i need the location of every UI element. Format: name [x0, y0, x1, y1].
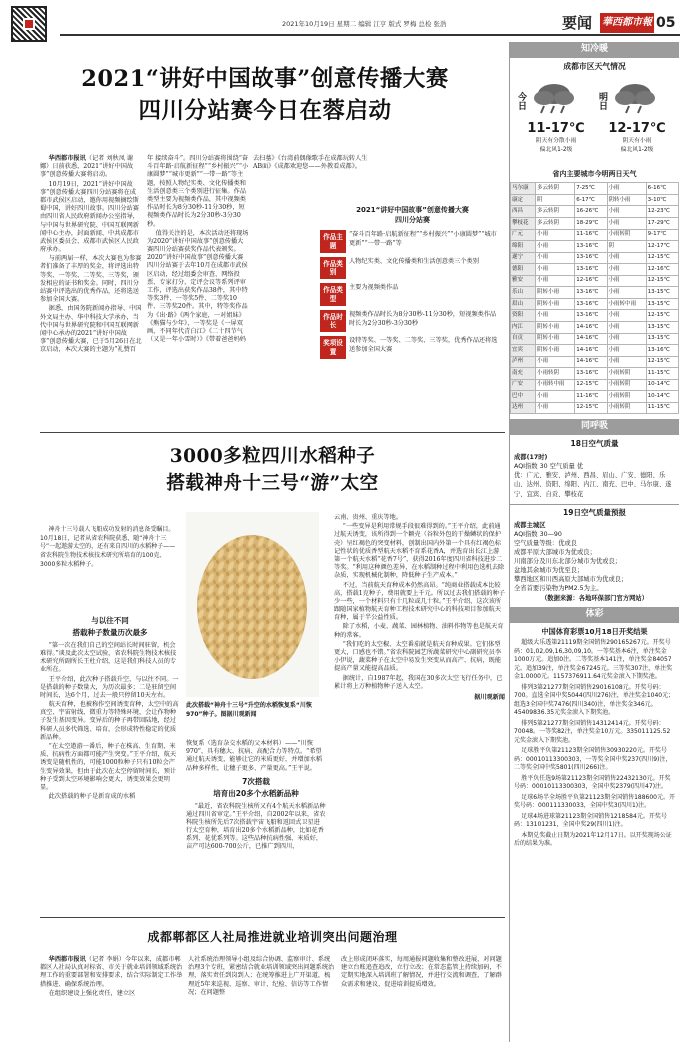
weather-table-cell: 遂宁	[511, 252, 536, 264]
article3-para: 人社系统治理领导小组及综合协调、监察审计、系统治理3个专班，紧密结合就业培训领域突出问题系统治理，落实责任到岗到人；在统筹推进上广开渠道，梳理近5年来巡视、巡察、审计、纪检、信访等工作情况；在问题整	[188, 956, 335, 996]
weather-forecast	[510, 74, 679, 164]
lottery-item: 胜平负任选9场第21123期全国销售22432130元。开奖号码：00010113300303，全国中奖2379(四川47)注。	[514, 774, 671, 791]
weather-table-cell: 乐山	[511, 287, 536, 299]
article1-para: 据悉，由国务院新闻办指导、中国外文局主办、华中科技大学承办，当代中国与世界研究院和中国互联网新闻中心承办的2021“讲好中国故事”创意传播大赛，已于5月26日在北京启动，本次大赛的主题为“礼赞百	[40, 305, 142, 354]
weather-table-cell: 小雨	[607, 218, 646, 230]
weather-table-cell: 13-16℃	[575, 264, 607, 276]
weather-table-cell: 7-25℃	[575, 183, 607, 195]
article2-column2	[186, 740, 326, 853]
air-aqi: AQI指数 30 空气质量 优	[514, 463, 584, 471]
weather-table-cell: 13-16℃	[575, 241, 607, 253]
weather-table-cell: 小雨	[536, 310, 575, 322]
qr-code	[11, 6, 47, 42]
lottery-item: 超级大乐透第21119期全国销售290165267元。开奖号码：01,02,09,16,30,09,10。一等奖基本6注，单注奖金1000万元。追加0注。二等奖基本141注，单注奖金84057元。追加39注，单注奖金67245元。三等奖307注，单注奖金1.0000元。1157376911.64元奖金滚入下期奖池。	[514, 639, 673, 681]
article2-para: 王平介绍，此次种子搭载升空，与以往不同。一是搭载的种子数量大，为历次最多；二是驻留空间时间长，达6个月，过去一般只停留10天左右。	[40, 675, 179, 699]
weather-table-cell: 小雨转中雨	[607, 298, 646, 310]
article2-para: “一些变异是利用常规手段很难得到的。”王平介绍，此前通过航天诱变，该所得到一个颖壳（谷粒外包的干燥鳞状的保护壳）呈红褐色的突变材料，创制出国内外第一个具有红褐色标记性状的优质香型航天水稻不育系花香A，并选育出长江上游第一个航天水稻“花香7号”，获得2016年度四川省科技进步二等奖。“利用这种颜色差异，在水稻制种过程中利用色选机去除杂质，实现机械化制种，降低种子生产成本。”	[334, 523, 505, 580]
lottery-banner: 体彩	[510, 607, 679, 623]
article3-column1	[40, 956, 183, 999]
weather-table-cell: 13-16℃	[575, 368, 607, 380]
lottery-item: 排列5第21277期全国销售14312414元。开奖号码：70048。一等奖82注，单注奖金10万元。335011125.52元奖金滚入下期奖池。	[514, 719, 671, 744]
article3-para: 今年以来，成都市郫都区人社局认真对标省、市关于就业培训领域系统治理工作的重要部署和安排要求，结合实际制定工作举措推进、确保系统治理。	[40, 956, 183, 988]
weather-table-cell: 小雨	[607, 183, 646, 195]
article2-column1	[40, 612, 180, 802]
weather-table-cell: 多云转阴	[536, 218, 575, 230]
weather-table-cell: 巴中	[511, 391, 536, 403]
lottery-item: 本期兑奖截止日期为2021年12月17日。以开奖现场公证后的结果为准。	[514, 831, 672, 848]
article3-lead: 华西都市报讯	[48, 956, 86, 963]
weather-table-cell: 阴转小雨	[536, 287, 575, 299]
weather-table-row	[511, 252, 679, 264]
infobox-text: 主要为视频类作品	[349, 284, 399, 292]
lottery-item: 排列3第21277期全国销售29016108元。开奖号码：700。直选全国中奖5044(四川276)注，单注奖金1040元；组选3全国中奖7476(四川340)注，单注奖金346元。45409836.35元奖金滚入下期奖池。	[514, 683, 675, 717]
article1-para: 日前获悉，2021“讲好中国故事”创意传播大赛将启动。	[40, 163, 134, 179]
article1-para: 去扫墓》《台湾前偶像歌手在成都玩转人生AB面》《成都欢迎您——外教看成都》。	[253, 155, 368, 171]
weather-table-cell: 达州	[511, 402, 536, 414]
weather-table-cell: 小雨	[536, 402, 575, 414]
weather-table-cell: 阴转小雨	[536, 333, 575, 345]
today-temperature: 11-17℃	[527, 121, 585, 137]
weather-table-cell: 阴	[607, 241, 646, 253]
lottery-item: 足球6场半全场胜平负第21123期全国销售188600元。开奖号码：000111330033，全国中奖3(四川1)注。	[514, 793, 675, 810]
weather-table-cell: 13-16℃	[575, 298, 607, 310]
weather-table-cell: 阴	[536, 194, 575, 206]
weather-table-row	[511, 310, 679, 322]
air-title-forecast: 19日空气质量预报	[510, 504, 679, 518]
rain-cloud-icon	[611, 80, 659, 116]
weather-table-cell: 13-16℃	[646, 345, 678, 357]
weather-table-cell: 12-15℃	[646, 252, 678, 264]
tomorrow-label: 明日	[597, 92, 607, 111]
weather-table-cell: 内江	[511, 321, 536, 333]
lottery-item: 足球胜平负第21123期全国销售30930220元。开奖号码：00010113300303，一等奖全国中奖237(四川9)注，二等奖全国中奖5801(四川266)注。	[514, 747, 672, 772]
air-good-list: 优：广元、雅安、泸州、西昌、眉山、广安、德阳、乐山、达州、资阳、绵阳、内江、南充、巴中、马尔康、遂宁、宜宾、自贡、攀枝花	[514, 472, 672, 498]
weather-table-cell: 西昌	[511, 206, 536, 218]
article1-para: 与前两届一样，本次大赛也为参赛者们准备了丰厚的奖金，将评选出特等奖、一等奖、二等奖、三等奖，颁发相应的证书和奖金。同时，四川分站赛中评选出的优秀作品，还将选送参加全国大赛。	[40, 255, 142, 304]
weather-table-cell: 6-16℃	[646, 183, 678, 195]
weather-table-cell: 小雨	[607, 287, 646, 299]
weather-table-cell: 绵阳	[511, 241, 536, 253]
air-forecast-aqi: AQI指数 30—90	[514, 530, 562, 538]
weather-table-row	[511, 275, 679, 287]
lottery-item: 足球4场进球第21123期全国销售1218584元。开奖号码：13101231，全国中奖29(四川1)注。	[514, 812, 667, 829]
infobox-text: “奋斗百年路·启航新征程”“乡村振兴”“小康圆梦”“城市更新”“一带一路”等	[349, 231, 497, 248]
weather-table-cell: 10-14℃	[646, 391, 678, 403]
weather-table-cell: 14-16℃	[575, 321, 607, 333]
weather-table-cell: 11-15℃	[646, 402, 678, 414]
weather-table-row	[511, 321, 679, 333]
weather-table-row	[511, 194, 679, 206]
article2-para: 除了水稻，小麦、蔬菜、园林植物、油料作物等也是航天育种的常客。	[334, 623, 504, 639]
weather-table-cell: 小雨	[607, 321, 646, 333]
weather-table-cell: 12-16℃	[646, 264, 678, 276]
air-forecast-item: 盆地其余城市为优至良；	[514, 567, 584, 575]
header-rule	[60, 34, 680, 36]
article1-para: 10月19日，2021“讲好中国故事”创意传播大赛四川分站赛将在成都市武侯区启动，邀你用视频摘绘斯蜀中国，讲好四川故事。四川分站赛由四川省人民政府新闻办公室指导，与中国与世界研究院、中国互联网新闻中心主办，封面新闻、中共成都市武侯区委员会、成都市武侯区人民政府承办。	[40, 180, 139, 254]
article2-title-line2: 搭载神舟十三号“游”太空	[166, 473, 379, 494]
infobox-row	[320, 230, 505, 252]
tomorrow-temperature: 12-17℃	[608, 121, 666, 137]
air-banner: 同呼吸	[510, 419, 679, 435]
weather-table-cell: 小雨	[607, 206, 646, 218]
weather-table-row	[511, 229, 679, 241]
article2-subhead2-line1: 7次搭载	[242, 776, 270, 786]
article3-title: 成都郫都区人社局推进就业培训突出问题治理	[147, 930, 398, 944]
infobox-title-line1: 2021“讲好中国故事”创意传播大赛	[356, 206, 469, 214]
weather-banner: 知冷暖	[510, 42, 679, 58]
section-divider	[40, 432, 505, 433]
weather-table-cell: 14-16℃	[575, 345, 607, 357]
weather-table-cell: 小雨	[536, 264, 575, 276]
weather-table-cell: 小雨	[536, 356, 575, 368]
weather-table-row	[511, 368, 679, 380]
weather-table-cell: 12-15℃	[646, 356, 678, 368]
article2-title-line1: 3000多粒四川水稻种子	[169, 446, 376, 467]
weather-table-cell: 南充	[511, 368, 536, 380]
infobox-label: 作品类型	[320, 283, 346, 305]
weather-table-row	[511, 379, 679, 391]
sidebar	[509, 42, 679, 1042]
article2-subhead2-line2: 培育出20多个水稻新品种	[213, 788, 299, 798]
article1-para: 值得关注的是，本次活动还将现场为2020“讲好中国故事”创意传播大赛四川分站赛获奖作品代表颁奖。2020“讲好中国故事”创意传播大赛四川分站赛于去年10月在成都市武侯区启动，经过组委会审查、网络投票、专家打分，定评会议等系列评审工作，评选出获奖作品38件，其中特等奖3件、一等奖5件、二等奖10件、三等奖20件。其中，特等奖作品为《出·路》《两个家庭，一对姐妹》《熊猫与少年》，一等奖是《一屏双画，不同年代青白江》《二十四节气（又是一年小雪时）》《带着爸爸妈妈	[147, 229, 249, 344]
weather-table-cell: 小雨	[607, 264, 646, 276]
paper-name: 華西都市報	[600, 13, 654, 33]
infobox-row	[320, 283, 505, 305]
infobox-label: 作品类别	[320, 257, 346, 279]
air-forecast-level: 空气质量等级：优或良	[514, 539, 577, 547]
weather-table-cell: 13-16℃	[575, 287, 607, 299]
weather-table-cell: 小雨转阴	[607, 379, 646, 391]
article2-para: 此次搭载的种子是新育成的水稻	[48, 793, 136, 801]
air-city: 成都(17时)	[514, 454, 548, 462]
weather-table-row	[511, 206, 679, 218]
weather-table-cell: 德阳	[511, 264, 536, 276]
air-forecast-item: 成都平原大部城市为优或良；	[514, 548, 596, 556]
infobox-text: 人物纪实类、文化传播类和生活创意类三个类别	[349, 257, 479, 265]
weather-table-cell: 16-26℃	[575, 206, 607, 218]
weather-table-cell: 13-15℃	[646, 333, 678, 345]
page-number: 05	[656, 15, 676, 31]
weather-table-cell: 马尔康	[511, 183, 536, 195]
weather-table-cell: 小雨	[607, 356, 646, 368]
article2-para: 恢复系（选育杂交水稻的父本材料）——“川恢970”，具有穗大、抗病、高配合力等特点。“希望通过航天诱变，能够让它的米质更好，并增加水稻品种多样性，让穗子更多、产量更高。”王平说。	[186, 740, 323, 772]
air-forecast-city: 成都主城区	[514, 521, 546, 529]
weather-table-row	[511, 241, 679, 253]
article1-title-line1: 2021“讲好中国故事”创意传播大赛	[81, 66, 449, 92]
infobox-label: 作品时长	[320, 310, 346, 332]
article3-column3	[341, 956, 505, 990]
tomorrow-forecast	[595, 74, 675, 164]
weather-table-cell: 阴转小雨	[607, 194, 646, 206]
article3-byline: （记者 李娟）	[85, 956, 125, 963]
tomorrow-description: 阴天有小雨	[622, 138, 652, 145]
weather-table-cell: 小雨	[536, 252, 575, 264]
city-weather-table	[510, 182, 679, 414]
weather-table-row	[511, 356, 679, 368]
weather-table-cell: 3-10℃	[646, 194, 678, 206]
weather-table-cell: 12-23℃	[646, 206, 678, 218]
weather-table-cell: 小雨转阴	[536, 368, 575, 380]
article1-column1	[40, 155, 142, 356]
section-divider	[40, 917, 505, 918]
weather-table-cell: 13-15℃	[646, 298, 678, 310]
weather-table-cell: 14-16℃	[575, 356, 607, 368]
weather-table-cell: 自贡	[511, 333, 536, 345]
article1-para: 年 接续奋斗”。四川分站赛将围绕“奋斗百年路·启航新征程”“乡村振兴”“小康圆梦”“城市更新”“一带一路”等主题，按照人物纪实类、文化传播类和生活创意类三个类别进行征集。作品类型主要为视频类作品，其中视频类作品时长为8分30秒-11分30秒，短视频类作品时长为2分30秒-3分30秒。	[147, 155, 249, 228]
infobox-label: 奖项设置	[320, 336, 346, 358]
weather-table-row	[511, 391, 679, 403]
infobox-text: 视频类作品时长为8分30秒-11分30秒，短视频类作品时长为2分30秒-3分30秒	[349, 310, 497, 327]
air-forecast-item: 全省首要污染物为PM2.5为主。	[514, 585, 603, 593]
article3-para: 在组织建设上强化责任，建立区	[48, 989, 136, 997]
article1-lead: 华西都市报讯	[48, 155, 86, 162]
article3-para: 改上形成闭环落实，每周通报问题收集和整改进展，对问题建立台账追查追改，立行立改；在常态监管上持续加码，不定期实地深入培训班了解情况，并进行交流和调查，了解群众需求和建议，促进培训提质增效。	[341, 956, 502, 988]
weather-table-cell: 12-15℃	[575, 402, 607, 414]
article2-para: 不过，当前航天育种成本仍然高昂。“纯商业搭载成本比较高，搭载1克种子，费用就要上千元。所以过去我们搭载的种子少一些，一个材料只有十几粒或几十粒。”王平介绍，这次该所跟随国家植物航天育种工程技术研究中心的科技项目参加航天育种，属于半公益性质。	[334, 581, 505, 622]
air-source: （数据来源：各地环保部门官方网站）	[540, 594, 649, 602]
air-forecast-item: 川南部分及川东北部分城市为优或良；	[514, 558, 622, 566]
weather-table-cell: 阴转小雨	[536, 298, 575, 310]
article2-source: 据川观新闻	[474, 693, 505, 701]
weather-table-cell: 小雨转阴	[607, 402, 646, 414]
article1-title-line2: 四川分站赛今日在蓉启动	[138, 98, 392, 124]
weather-table-cell: 雅安	[511, 275, 536, 287]
weather-table-cell: 12-16℃	[575, 275, 607, 287]
article2-para: 航天育种，也被称作空间诱变育种，太空中的高真空、宇宙射线、微重力等特殊环境，会让作物种子发生基因变异。变异后的种子再带回陆地，经过科研人员多代筛选、培育，会形成特性稳定的优质新品种。	[40, 701, 179, 741]
weather-table-cell: 广元	[511, 229, 536, 241]
weather-table-cell: 12-15℃	[646, 310, 678, 322]
weather-table-cell: 6-17℃	[575, 194, 607, 206]
weather-table-row	[511, 218, 679, 230]
weather-table-cell: 12-15℃	[646, 275, 678, 287]
article1-column3	[253, 155, 503, 172]
article1-byline: （记者 刘秋凤 谢娜）	[40, 155, 134, 171]
weather-table-cell: 9-17℃	[646, 229, 678, 241]
weather-table-cell: 泸州	[511, 356, 536, 368]
weather-table-cell: 小雨	[607, 275, 646, 287]
weather-table-cell: 小雨转阴	[607, 368, 646, 380]
weather-table-cell: 11-15℃	[646, 368, 678, 380]
lottery-results	[510, 639, 679, 849]
weather-table-cell: 康定	[511, 194, 536, 206]
weather-table-cell: 小雨	[536, 229, 575, 241]
weather-table-cell: 小雨	[536, 391, 575, 403]
weather-table-cell: 小雨转中雨	[536, 379, 575, 391]
air-today	[510, 453, 679, 499]
weather-table-cell: 多云转阴	[536, 206, 575, 218]
air-forecast	[510, 521, 679, 603]
today-wind: 偏北风1-2级	[539, 147, 573, 154]
weather-table-cell: 13-15℃	[646, 287, 678, 299]
infobox-text: 设特等奖、一等奖、二等奖、三等奖，优秀作品还将选送参加全国大赛	[349, 337, 498, 354]
weather-table-cell: 多云转阴	[536, 183, 575, 195]
weather-table-cell: 眉山	[511, 298, 536, 310]
weather-table-cell: 17-29℃	[646, 218, 678, 230]
infobox-row	[320, 310, 505, 332]
article2-subhead1-line2: 搭载种子数量历次最多	[72, 627, 148, 637]
weather-table-row	[511, 345, 679, 357]
infobox-row	[320, 257, 505, 279]
weather-table-cell: 小雨转阴	[607, 229, 646, 241]
article1-column2	[147, 155, 249, 345]
article2-column3	[334, 514, 505, 703]
weather-table-cell: 攀枝花	[511, 218, 536, 230]
weather-table-cell: 阴转小雨	[536, 345, 575, 357]
rice-seed-photo	[186, 512, 319, 697]
weather-table-cell: 小雨	[607, 310, 646, 322]
weather-table-cell: 10-14℃	[646, 379, 678, 391]
weather-table-cell: 资阳	[511, 310, 536, 322]
infobox-label: 作品主题	[320, 230, 346, 252]
article2-para: “第一次在我们自己的空间站长时间驻留，机会难得。”谈及此次太空试验，省农科院生物技术核技术研究所副所长王杜介绍，这是我们科技人员的专业所在。	[40, 641, 177, 674]
section-label: 要闻	[562, 14, 593, 32]
weather-table-row	[511, 183, 679, 195]
weather-table-cell: 小雨	[607, 345, 646, 357]
date-line: 2021年10月19日 星期二 编辑 江亨 版式 罗梅 总检 张浩	[282, 20, 447, 28]
weather-table-cell: 12-17℃	[646, 241, 678, 253]
weather-table-cell: 小雨	[536, 241, 575, 253]
weather-table-cell: 小雨	[536, 275, 575, 287]
weather-table-cell: 广安	[511, 379, 536, 391]
tomorrow-wind: 偏北风1-2级	[620, 147, 654, 154]
article2-para: “我们吃的太空椒、太空番茄就是航天育种成果。它们体型更大，口感也不错。”省农科院园艺所蔬菜研究中心副研究员李小伊说，蔬菜种子在太空中易发生突变从而高产、抗病，既能提高产量又能提高品质。	[334, 640, 502, 673]
rain-cloud-icon	[530, 80, 578, 116]
weather-table-cell: 13-16℃	[575, 310, 607, 322]
today-description: 阴天有分散小雨	[535, 138, 577, 145]
air-forecast-item: 攀西地区和川西高原大部城市为优或良；	[514, 576, 628, 584]
infobox-title-line2: 四川分站赛	[395, 216, 430, 225]
photo-caption: 此次搭载“神舟十三号”升空的水稻恢复系“川恢970”种子。图据川观新闻	[186, 702, 312, 718]
weather-table-row	[511, 402, 679, 414]
weather-table-row	[511, 333, 679, 345]
weather-table-row	[511, 287, 679, 299]
article2-para: “最近，省农科院生核所又有4个航天水稻新品种通过四川省审定。”王平介绍，自2002年以来，省农科院生核所先后7次搭载宇宙飞船和返回式卫星进行太空育种，培育出20多个水稻新品种，比如花香系列、花优系列等。这些品种抗病性强、米质好，亩产可达600-700公斤，已推广到四川、	[186, 802, 326, 851]
weather-table-cell: 11-16℃	[575, 391, 607, 403]
today-label: 今日	[516, 92, 526, 111]
weather-table-row	[511, 298, 679, 310]
weather-title: 成都市区天气情况	[563, 61, 626, 71]
weather-table-cell: 小雨转阴	[607, 391, 646, 403]
weather-table-cell: 14-16℃	[575, 333, 607, 345]
article2-para: 据统计，自1987年起，我国在30多次太空飞行任务中，已累计将上万种植物种子送入太空。	[334, 674, 503, 690]
article2-lead: 神舟十三号载人飞船成功发射的消息备受瞩目。10月18日，记者从省农科院获悉，随“神舟十三号”一起遨游太空的，还有来自四川的水稻种子——省农科院生物技术核技术研究所培育的100克、3000多粒水稻种子。	[40, 526, 176, 568]
weather-table-row	[511, 264, 679, 276]
weather-table-cell: 12-15℃	[575, 379, 607, 391]
weather-table-title: 省内主要城市今明两日天气	[552, 170, 637, 179]
weather-table-cell: 18-29℃	[575, 218, 607, 230]
contest-infobox	[320, 206, 505, 363]
article2-subhead1-line1: 与以往不同	[91, 616, 129, 625]
weather-table-cell: 小雨	[607, 333, 646, 345]
weather-table-cell: 宜宾	[511, 345, 536, 357]
weather-table-cell: 阴转小雨	[536, 321, 575, 333]
article2-para: “在太空遨游一番后，种子在株高、生育期、米质、抗病性方面都可能产生突变。”王平介绍，航天诱变是随机性的，可能1000粒种子只有10粒会产生变异效果，但由于此次在太空停留时间长，预计种子受到太空环境影响会更大，诱变效果会更明显。	[40, 743, 177, 791]
lottery-title: 中国体育彩票10月18日开奖结果	[541, 626, 648, 636]
weather-table-cell: 11-16℃	[575, 229, 607, 241]
weather-table-cell: 13-15℃	[646, 321, 678, 333]
weather-table-cell: 小雨	[607, 252, 646, 264]
weather-table-cell: 13-16℃	[575, 252, 607, 264]
infobox-row	[320, 336, 505, 358]
article3-column2	[188, 956, 336, 998]
today-forecast	[514, 74, 594, 164]
air-title-today: 18日空气质量	[570, 439, 619, 449]
article2-para: 云南、贵州、重庆等地。	[334, 514, 403, 521]
